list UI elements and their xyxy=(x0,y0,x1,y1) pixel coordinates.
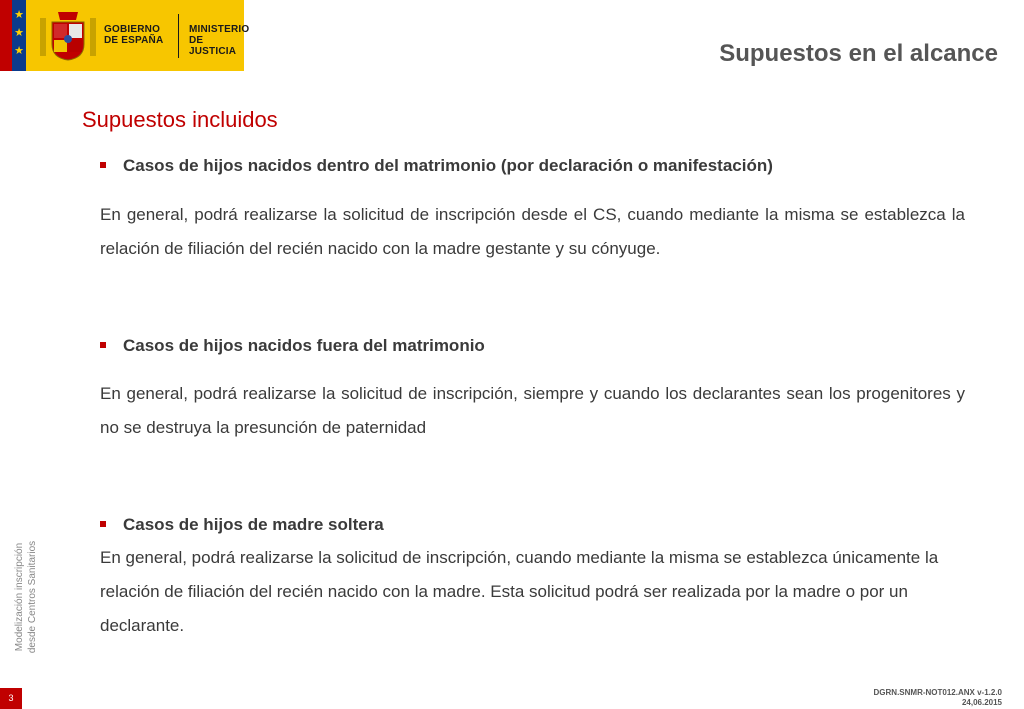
eu-star-icon: ★ xyxy=(14,9,24,21)
bullet-square-icon xyxy=(100,521,106,527)
item-heading-text: Casos de hijos nacidos dentro del matrimonio (por declaración o manifestación) xyxy=(123,156,773,175)
page-title: Supuestos en el alcance xyxy=(719,40,998,67)
bullet-square-icon xyxy=(100,162,106,168)
side-note: Modelización inscripción desde Centros Sanitarios xyxy=(14,540,38,654)
government-logo xyxy=(26,0,250,71)
spain-flag-stripe xyxy=(0,0,12,71)
government-label: GOBIERNO DE ESPAÑA xyxy=(104,24,164,46)
item-heading xyxy=(100,336,485,356)
logo-divider xyxy=(178,14,179,58)
item-heading xyxy=(100,156,773,176)
item-body: En general, podrá realizarse la solicitud de inscripción, cuando mediante la misma se establezca únicamente la relación de filiación del recién nacido con la madre. Esta solicitud podrá ser realizada por la madre o por un declarante. xyxy=(100,548,939,635)
item-heading-text: Casos de hijos nacidos fuera del matrimonio xyxy=(123,336,485,355)
item-body: En general, podrá realizarse la solicitud de inscripción, siempre y cuando los declarantes sean los progenitores y no se destruya la presunción de paternidad xyxy=(100,384,965,437)
eu-flag-strip xyxy=(0,0,26,71)
coat-of-arms-icon xyxy=(38,8,98,63)
item-heading xyxy=(100,515,384,535)
ministry-label: MINISTERIO DE JUSTICIA xyxy=(189,24,250,57)
bullet-square-icon xyxy=(100,342,106,348)
page-number: 3 xyxy=(0,688,22,709)
document-reference: DGRN.SNMR-NOT012.ANX v-1.2.0 24,06.2015 xyxy=(873,688,1002,707)
section-title: Supuestos incluidos xyxy=(82,107,278,132)
item-body: En general, podrá realizarse la solicitud de inscripción desde el CS, cuando mediante la misma se establezca la relación de filiación del recién nacido con la madre gestante y su cónyuge. xyxy=(100,205,965,258)
eu-star-icon: ★ xyxy=(14,27,24,39)
eu-star-icon: ★ xyxy=(14,45,24,57)
item-heading-text: Casos de hijos de madre soltera xyxy=(123,515,384,534)
